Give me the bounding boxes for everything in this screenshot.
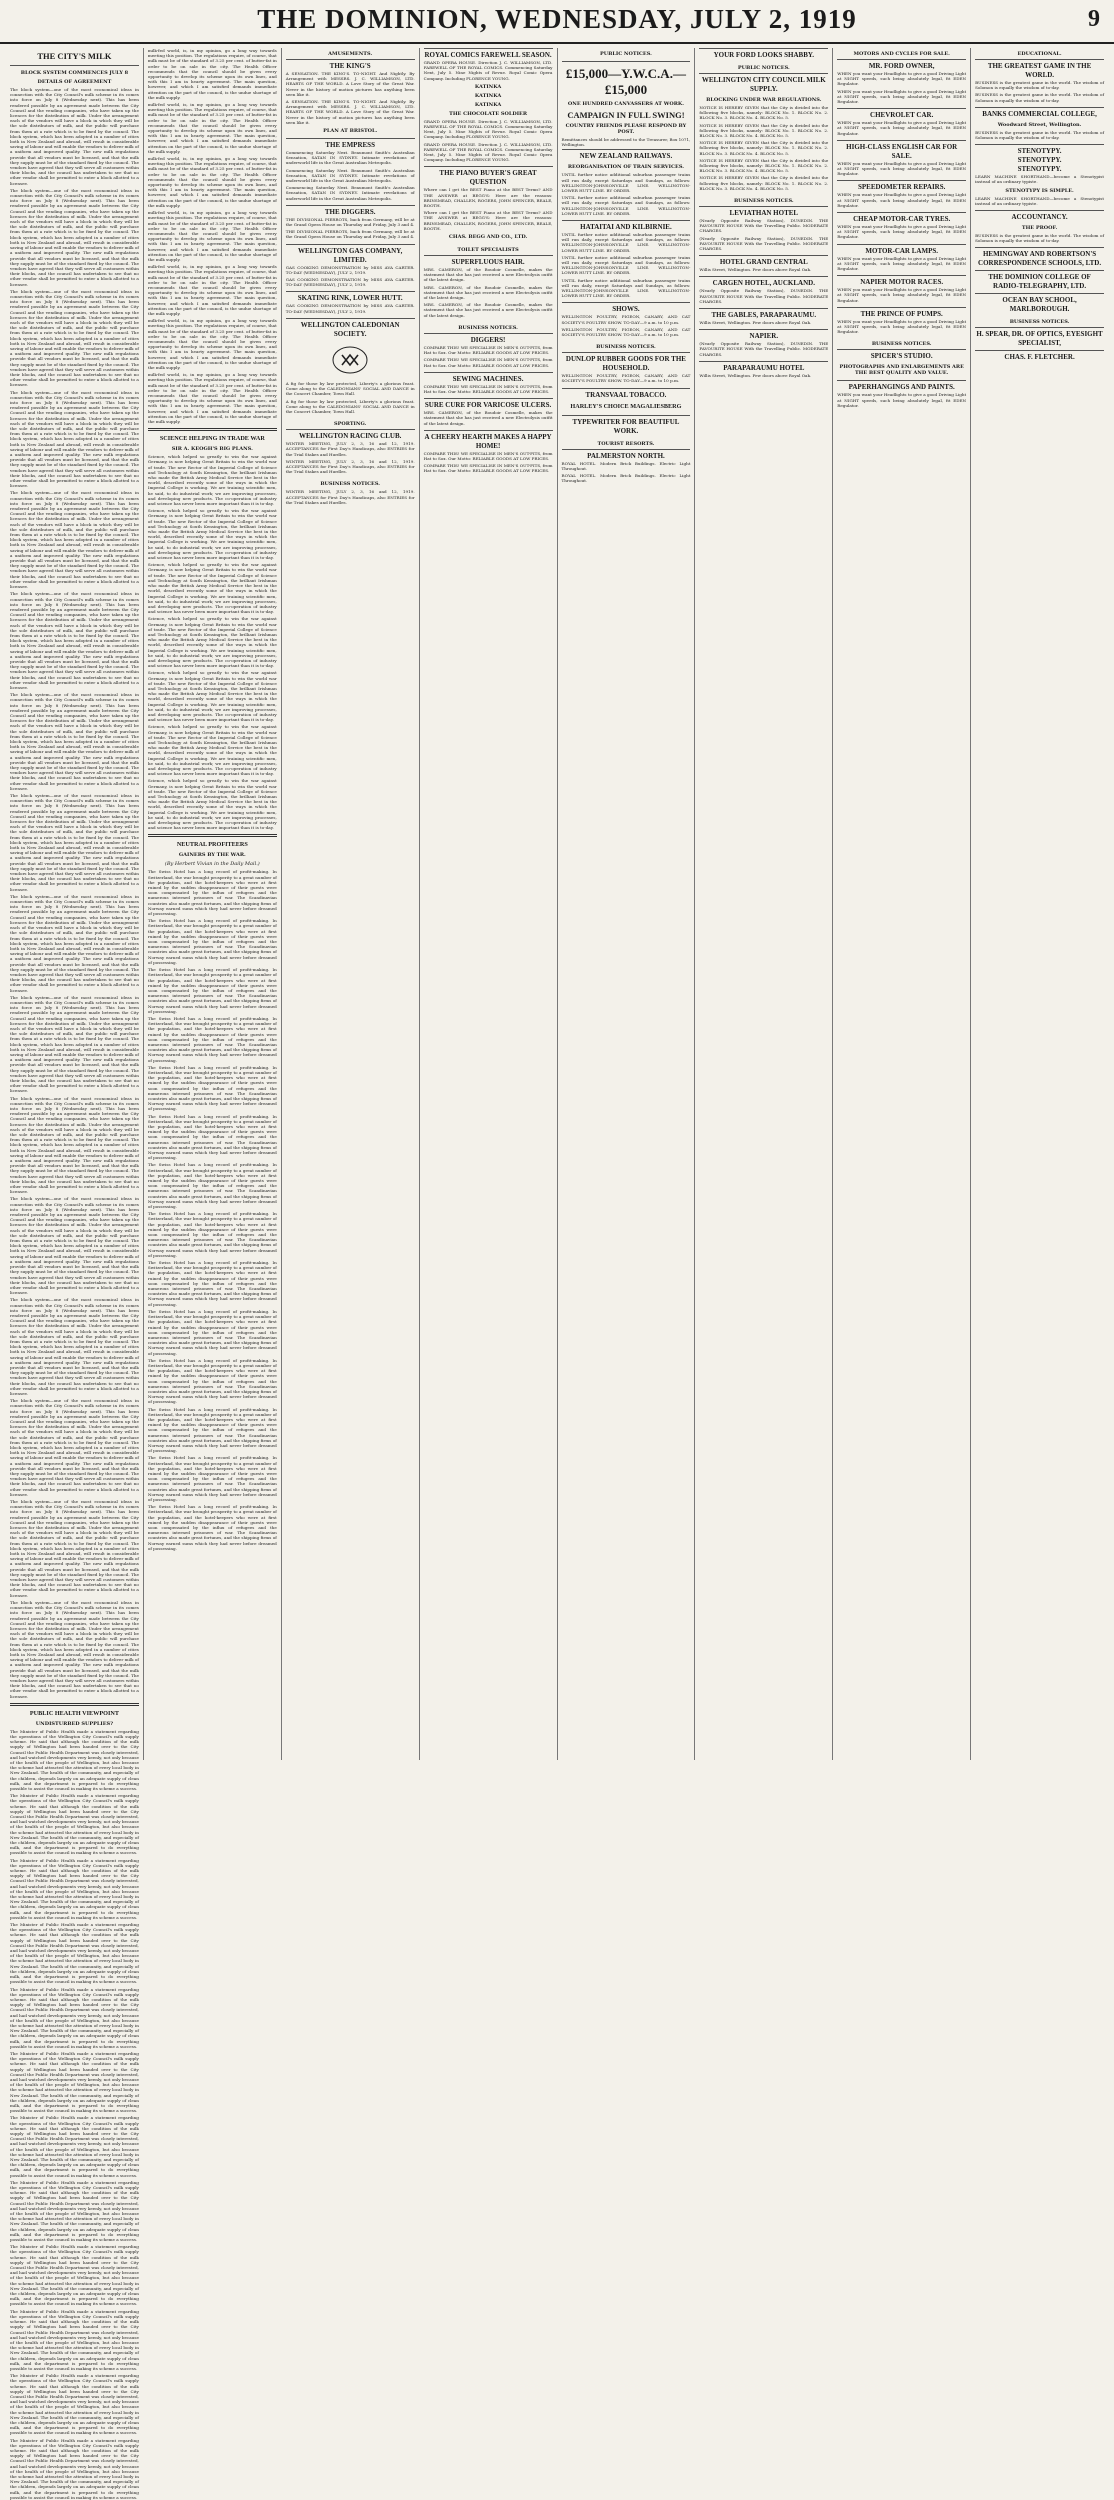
ad-body: UNTIL further notice additional suburban passenger trains will run daily, except Saturdays and Sundays, as follows: WELLINGTON-JOHNSONVILLE LINE. WELLINGTON-LOWER HUTT LINE. BY ORDER. xyxy=(561,254,691,276)
ad-subtitle: PHOTOGRAPHS AND ENLARGEMENTS ARE THE BEST QUALITY AND VALUE. xyxy=(839,364,964,377)
article-body: milk-fed world, is, in my opinion, go a long way towards meeting this position. The regulations require, of course, that milk must be of the standard of 3.25 per cent. of butter-fat in order to be on sale in the city. The Health Officer recommends that the council should be given every opportunity to develop its scheme upon its own lines, and with this I am in hearty agreement. The main question, however, and which I am satisfied demands immediate attention on the part of the council, is the undue shortage of the milk supply. xyxy=(147,210,277,262)
ad-greatest-game xyxy=(975,59,1104,107)
ad-body: LEARN MACHINE SHORTHAND—become a Stenotypist instead of an ordinary typiste. xyxy=(975,174,1104,185)
ad-napier-races xyxy=(837,275,966,307)
ad-body: NOTICE IS HEREBY GIVEN that the City is divided into the following five blocks, namely: BLOCK No. 1. BLOCK No. 2. BLOCK No. 3. BLOCK No. 4. BLOCK No. 5. xyxy=(699,157,829,174)
article-body: The Minister of Public Health made a statement regarding the operations of the Wellington City Council's milk supply scheme. He said that although the condition of the milk supply of Wellington had been handed over to the City Council the Public Health Department was closely interested, and had watched developments very keenly, not only because of the health of the people of Wellington, but also because the scheme had attracted the attention of every local body in New Zealand. The health of the community, and especially of the children, depends largely on an adequate supply of clean milk, and the department is prepared to do everything possible to assist the council in making its scheme a success. xyxy=(10,2308,139,2371)
ad-body: WHEN you want your Headlights to give a good Driving Light at NIGHT speeds, such being absolutely legal, fit EDEN Regulator. xyxy=(837,318,967,335)
ad-body: WHEN you want your Headlights to give a good Driving Light at NIGHT speeds, such being absolutely legal, fit EDEN Regulator. xyxy=(837,192,967,208)
ad-title: HOTEL GRAND CENTRAL xyxy=(719,258,808,267)
ad-title: SUPERFLUOUS HAIR. xyxy=(451,258,525,267)
ad-body: Willis Street, Wellington. Few doors above Royal Oak. xyxy=(699,267,812,273)
article-body: The block system—one of the most economical ideas in connection with the City Council's milk scheme in its comes into force on July 8 (Wednesday next). This has been rendered possible by an agreement made between the City Council and the vending companies, who have taken up the licences for the distribution of milk. Under the arrangement each of the vendors will have a block in which they will be the sole distributors of milk, and the public will purchase from them at a rate which is to be fixed by the council. The block system, which has been adopted in a number of cities both in New Zealand and abroad, will result in considerable saving of labour and will enable the vendors to deliver milk of a uniform and improved quality. The new milk regulations provide that all vendors must be licensed, and that the milk they supply must be of the standard fixed by the council. The vendors have agreed that they will serve all customers within their blocks, and the council has undertaken to see that no other vendor shall be permitted to enter a block allotted to a licensee. xyxy=(10,1398,139,1497)
article-body: The Swiss Hotel has a long record of profit-making. In Switzerland, the war brought prosperity to a great number of the population, and the hotel-keepers who were at first ruined by the sudden disappearance of their guests were soon compensated by the influx of refugees and the numerous interned prisoners of war. The Scandinavian countries also made great fortunes, and the shipping firms of Norway earned sums which they had never before dreamed of possessing. xyxy=(147,1211,277,1258)
ad-title: THE DIGGERS. xyxy=(324,207,376,216)
ad-banks-college xyxy=(975,107,1104,144)
ad-body: WELLINGTON POULTRY, PIGEON, CANARY, AND CAT SOCIETY'S POULTRY SHOW. TO-DAY—9 a.m. to 10 p.m. xyxy=(561,314,691,325)
ad-body: Commencing Saturday Next. Beaumont Smith's Australian Sensation, SATAN IN SYDNEY. Intimate revelations of underworld life in the Great Australian Metropolis. xyxy=(285,185,415,201)
article-body: Science, which helped so greatly to win the war against Germany, is now helping Great Britain to win the world war of trade. The new Rector of the Imperial College of Science and Technology at South Kensington, the brilliant Irishman who made the British Army Medical Service the best in the world, described recently some of the ways in which the Imperial College is working. We are training scientific men, he said, to do industrial work; we are improving processes, and developing new products. The co-operation of industry and science has never been more important than it is to-day. xyxy=(147,724,277,777)
ad-subtitle: THE PROOF. xyxy=(1021,225,1058,232)
ad-title: THE GABLES, PARAPARAUMU. xyxy=(711,311,817,320)
ad-title: A CHEERY HEARTH MAKES A HAPPY HOME! xyxy=(424,432,552,450)
section-amusements: AMUSEMENTS. xyxy=(328,51,373,57)
section-motors: MOTORS AND CYCLES FOR SALE. xyxy=(853,51,950,57)
ad-palmerston-north xyxy=(562,449,691,488)
ad-body: UNTIL further notice additional suburban passenger trains will run daily, except Saturdays and Sundays, as follows: WELLINGTON-JOHNSONVILLE LINE. WELLINGTON-LOWER HUTT LINE. BY ORDER. xyxy=(561,232,691,253)
ad-title: SHOWS. xyxy=(612,305,640,314)
ad-subtitle: Woodward Street, Wellington. xyxy=(997,121,1082,128)
ad-body: A fig for those by law protected, Liberty's a glorious feast. Come along to the CALEDONIANS' SOCIAL AND DANCE in the Concert Chamber, Town Hall. xyxy=(285,398,415,414)
ad-title: OCEAN BAY SCHOOL, MARLBOROUGH. xyxy=(1002,296,1077,314)
ad-body: COMPARE THIS! WE SPECIALISE IN MEN'S OUT-FITS, from Hat to Sox. Our Motto: RELIABLE GOODS AT LOW PRICES. xyxy=(423,344,553,356)
ad-body: NOTICE IS HEREBY GIVEN that the City is divided into the following five blocks, namely: BLOCK No. 1. BLOCK No. 2. BLOCK No. 3. BLOCK No. 4. BLOCK No. 5. xyxy=(699,105,829,121)
ad-body: BUSINESS is the greatest game in the world. The wisdom of Solomon is equally the wisdom of to-day. xyxy=(975,80,1104,91)
ad-body: WINTER MEETING, JULY 2, 3, 16 and 12, 1919. ACCEPTANCES for First Day's Handicaps, also ENTRIES for the Trial Stakes and Hurdles. xyxy=(285,458,415,475)
article-body: The Swiss Hotel has a long record of profit-making. In Switzerland, the war brought prosperity to a great number of the population, and the hotel-keepers who were at first ruined by the sudden disappearance of their guests were soon compensated by the influx of refugees and the numerous interned prisoners of war. The Scandinavian countries also made great fortunes, and the shipping firms of Norway earned sums which they had never before dreamed of possessing. xyxy=(147,918,277,965)
section-public-notices: PUBLIC NOTICES. xyxy=(737,65,790,71)
article-body: The Minister of Public Health made a statement regarding the operations of the Wellington City Council's milk supply scheme. He said that although the condition of the milk supply of Wellington had been handed over to the City Council the Public Health Department was closely interested, and had watched developments very keenly, not only because of the health of the people of Wellington, but also because the scheme had attracted the attention of every local body in New Zealand. The health of the community, and especially of the children, depends largely on an adequate supply of clean milk, and the department is prepared to do everything possible to assist the council in making its scheme a success. xyxy=(10,2244,139,2307)
article-body: The Minister of Public Health made a statement regarding the operations of the Wellington City Council's milk supply scheme. He said that although the condition of the milk supply of Wellington had been handed over to the City Council the Public Health Department was closely interested, and had watched developments very keenly, not only because of the health of the people of Wellington, but also because the scheme had attracted the attention of every local body in New Zealand. The health of the community, and especially of the children, depends largely on an adequate supply of clean milk, and the department is prepared to do everything possible to assist the council in making its scheme a success. xyxy=(10,1986,139,2049)
ad-body: WELLINGTON POULTRY, PIGEON, CANARY, AND CAT SOCIETY'S POULTRY SHOW. TO-DAY—9 a.m. to 10 p.m. xyxy=(561,326,691,338)
ad-title: THE PIANO BUYER'S GREAT QUESTION xyxy=(439,169,537,187)
article-body: The Swiss Hotel has a long record of profit-making. In Switzerland, the war brought prosperity to a great number of the population, and the hotel-keepers who were at first ruined by the sudden disappearance of their guests were soon compensated by the influx of refugees and the numerous interned prisoners of war. The Scandinavian countries also made great fortunes, and the shipping firms of Norway earned sums which they had never before dreamed of possessing. xyxy=(147,1308,277,1356)
ad-grand-central xyxy=(699,255,828,276)
ad-highlight: KATINKA xyxy=(474,92,502,99)
ad-speedometer xyxy=(837,180,966,212)
ad-subtitle: REORGANISATION OF TRAIN SERVICES. xyxy=(567,164,684,171)
ad-title: SPEEDOMETER REPAIRS. xyxy=(857,183,946,192)
ad-body: Commencing Saturday Next. Beaumont Smith's Australian Sensation, SATAN IN SYDNEY. Intimate revelations of underworld life in the Great Australian Metropolis. xyxy=(285,150,415,166)
ad-title: STENOTYPY. xyxy=(1017,156,1062,165)
ad-body: WINTER MEETING, JULY 2, 3, 16 and 12, 1919. ACCEPTANCES for First Day's Handicaps, also ENTRIES for the Trial Stakes and Hurdles. xyxy=(285,441,415,457)
ad-body: GRAND OPERA HOUSE. Direction J. C. WILLIAMSON, LTD. FAREWELL OF THE ROYAL COMICS. Commencing Saturday Next, July 5. Nine Nights of Revue. Royal Comic Opera Company. Including FLORENCE YOUNG. xyxy=(423,141,553,163)
ywca-appeal-amount: £15,000—Y.W.C.A.—£15,000 xyxy=(565,66,686,97)
ad-body: (Nearly Opposite Railway Station), DUNEDIN. THE FAVOURITE HOUSE With the Travelling Public. MODERATE CHARGES. xyxy=(699,288,829,304)
page-number: 9 xyxy=(1088,6,1100,32)
ad-subtitle: STENOTYPY IS SIMPLE. xyxy=(1005,187,1074,194)
ad-napier xyxy=(699,329,828,361)
caledonian-emblem-icon xyxy=(328,343,372,377)
section-toilet-specialists: TOILET SPECIALISTS xyxy=(457,247,519,254)
headline-neutral-profiteers: NEUTRAL PROFITEERS xyxy=(176,841,248,849)
ad-body: WHEN you want your Headlights to give a good Driving Light at NIGHT speeds, such being absolutely legal, fit EDEN Regulator. xyxy=(837,255,967,272)
ywca-campaign-heading: CAMPAIGN IN FULL SWING! xyxy=(567,110,685,120)
section-educational: EDUCATIONAL. xyxy=(1017,51,1062,57)
article-body: The Minister of Public Health made a statement regarding the operations of the Wellington City Council's milk supply scheme. He said that although the condition of the milk supply of Wellington had been handed over to the City Council the Public Health Department was closely interested, and had watched developments very keenly, not only because of the health of the people of Wellington, but also because the scheme had attracted the attention of every local body in New Zealand. The health of the community, and especially of the children, depends largely on an adequate supply of clean milk, and the department is prepared to do everything possible to assist the council in making its scheme a success. xyxy=(10,1922,139,1985)
ad-paperhangings xyxy=(837,380,966,412)
ad-body: Where can I get the BEST Piano at the BEST Terms? AND THE ANSWER at BEGG'S: Here are the reasons: BRINSMEAD, CHALLEN, ROGERS, JOHN SPENCER, BEALE, BOOTH. xyxy=(423,187,553,209)
byline: (By Herbert Vivian in the Daily Mail.) xyxy=(164,861,260,868)
article-body: The Minister of Public Health made a statement regarding the operations of the Wellington City Council's milk supply scheme. He said that although the condition of the milk supply of Wellington had been handed over to the City Council the Public Health Department was closely interested, and had watched developments very keenly, not only because of the health of the people of Wellington, but also because the scheme had attracted the attention of every local body in New Zealand. The health of the community, and especially of the children, depends largely on an adequate supply of clean milk, and the department is prepared to do everything possible to assist the council in making its scheme a success. xyxy=(10,2373,139,2436)
subhead-details: DETAILS OF AGREEMENT xyxy=(37,79,112,85)
ad-tyres xyxy=(837,212,966,244)
ad-body: WHEN you want your Headlights to give a good Driving Light at NIGHT speeds, such being absolutely legal, fit EDEN Regulator. xyxy=(837,71,967,87)
ad-body: A SENSATION. THE KING'S. TO-NIGHT. And Nightly. By Arrangement with MESSRS. J. C. WILLIAMSON, LTD. HEARTS OF THE WORLD. A Love Story of the Great War. Never in the history of motion pictures has anything been seen like it. xyxy=(285,99,415,125)
ad-superfluous-hair xyxy=(424,255,553,322)
ywca-country-friends: COUNTRY FRIENDS PLEASE RESPOND BY POST. xyxy=(565,123,687,135)
headline-science-trade-war: SCIENCE HELPING IN TRADE WAR xyxy=(159,435,265,443)
ad-leviathan-hotel xyxy=(699,206,828,255)
ad-title: YOUR FORD LOOKS SHABBY. xyxy=(713,51,815,59)
ad-body: WHEN you want your Headlights to give a good Driving Light at NIGHT speeds, such being absolutely legal, fit EDEN Regulator. xyxy=(837,160,967,177)
ywca-remittance-note: Remittances should be addressed to the Treasurer, Box 1071, Wellington. xyxy=(561,137,691,148)
ad-body: BUSINESS is the greatest game in the world. The wisdom of Solomon is equally the wisdom of to-day. xyxy=(975,233,1104,244)
article-body: The Minister of Public Health made a statement regarding the operations of the Wellington City Council's milk supply scheme. He said that although the condition of the milk supply of Wellington had been handed over to the City Council the Public Health Department was closely interested, and had watched developments very keenly, not only because of the health of the people of Wellington, but also because the scheme had attracted the attention of every local body in New Zealand. The health of the community, and especially of the children, depends largely on an adequate supply of clean milk, and the department is prepared to do everything possible to assist the council in making its scheme a success. xyxy=(10,2115,139,2178)
ad-body: ROYAL HOTEL. Modern Brick Buildings. Electric Light Throughout. xyxy=(561,473,691,484)
ad-body: GAS COOKING DEMONSTRATION by MISS AVA CARTER. TO-DAY (WEDNESDAY), JULY 2, 1919. xyxy=(285,303,415,314)
ad-body: MRS. CAMERON, of the Boudoir Cosmelle, makes the statement that she has just received a new Electrolysis outfit of the latest design. xyxy=(423,284,553,301)
article-body: The Minister of Public Health made a statement regarding the operations of the Wellington City Council's milk supply scheme. He said that although the condition of the milk supply of Wellington had been handed over to the City Council the Public Health Department was closely interested, and had watched developments very keenly, not only because of the health of the people of Wellington, but also because the scheme had attracted the attention of every local body in New Zealand. The health of the community, and especially of the children, depends largely on an adequate supply of clean milk, and the department is prepared to do everything possible to assist the council in making its scheme a success. xyxy=(10,2179,139,2243)
ad-the-gables xyxy=(699,308,828,329)
ad-racing-club xyxy=(286,429,415,478)
article-body: The Minister of Public Health made a statement regarding the operations of the Wellington City Council's milk supply scheme. He said that although the condition of the milk supply of Wellington had been handed over to the City Council the Public Health Department was closely interested, and had watched developments very keenly, not only because of the health of the people of Wellington, but also because the scheme had attracted the attention of every local body in New Zealand. The health of the community, and especially of the children, depends largely on an adequate supply of clean milk, and the department is prepared to do everything possible to assist the council in making its scheme a success. xyxy=(10,1793,139,1856)
ad-chevrolet xyxy=(837,108,966,140)
article-body: milk-fed world, is, in my opinion, go a long way towards meeting this position. The regulations require, of course, that milk must be of the standard of 3.25 per cent. of butter-fat in order to be on sale in the city. The Health Officer recommends that the council should be given every opportunity to develop its scheme upon its own lines, and with this I am in hearty agreement. The main question, however, and which I am satisfied demands immediate attention on the part of the council, is the undue shortage of the milk supply. xyxy=(147,264,277,316)
article-body: The Minister of Public Health made a statement regarding the operations of the Wellington City Council's milk supply scheme. He said that although the condition of the milk supply of Wellington had been handed over to the City Council the Public Health Department was closely interested, and had watched developments very keenly, not only because of the health of the people of Wellington, but also because the scheme had attracted the attention of every local body in New Zealand. The health of the community, and especially of the children, depends largely on an adequate supply of clean milk, and the department is prepared to do everything possible to assist the council in making its scheme a success. xyxy=(10,1728,139,1791)
ad-cheery-hearth xyxy=(424,430,553,478)
ad-prince-of-pumps xyxy=(837,307,966,339)
ad-body: WINTER MEETING, JULY 2, 3, 16 and 12, 1919. ACCEPTANCES for First Day's Handicaps, also ENTRIES for the Trial Stakes and Hurdles. xyxy=(285,489,415,505)
ad-body: UNTIL further notice additional suburban passenger trains will run daily, except Saturdays and Sundays, as follows: WELLINGTON-JOHNSONVILLE LINE. WELLINGTON-LOWER HUTT LINE. BY ORDER. xyxy=(561,277,691,299)
column-6 xyxy=(695,48,833,1760)
ad-title: THE EMPRESS xyxy=(325,141,375,150)
ad-title: ROYAL COMICS FAREWELL SEASON. xyxy=(424,51,552,59)
column-2 xyxy=(144,48,282,1760)
ad-title: ACCOUNTANCY. xyxy=(1011,213,1068,222)
ad-transvaal-tobacco xyxy=(562,388,691,415)
section-public-notices: PUBLIC NOTICES. xyxy=(600,51,652,57)
ad-title: BANKS COMMERCIAL COLLEGE, xyxy=(982,109,1097,118)
ad-body: Willis Street, Wellington. Few doors above Royal Oak. xyxy=(699,320,812,326)
ad-radio-telegraphy xyxy=(975,270,1104,293)
ad-body: GRAND OPERA HOUSE. Direction J. C. WILLIAMSON, LTD. FAREWELL OF THE ROYAL COMICS. Commencing Saturday Next, July 5. Nine Nights of Revue. Royal Comic Opera Company. Including FLORENCE YOUNG. xyxy=(423,118,553,140)
ad-title: STENOTYPY. xyxy=(1017,165,1062,174)
ad-city-council-milk xyxy=(699,73,828,195)
article-body: The block system—one of the most economical ideas in connection with the City Council's milk scheme in its comes into force on July 8 (Wednesday next). This has been rendered possible by an agreement made between the City Council and the vending companies, who have taken up the licences for the distribution of milk. Under the arrangement each of the vendors will have a block in which they will be the sole distributors of milk, and the public will purchase from them at a rate which is to be fixed by the council. The block system, which has been adopted in a number of cities both in New Zealand and abroad, will result in considerable saving of labour and will enable the vendors to deliver milk of a uniform and improved quality. The new milk regulations provide that all vendors must be licensed, and that the milk they supply must be of the standard fixed by the council. The vendors have agreed that they will serve all customers within their blocks, and the council has undertaken to see that no other vendor shall be permitted to enter a block allotted to a licensee. xyxy=(10,1599,139,1699)
article-body: Science, which helped so greatly to win the war against Germany, is now helping Great Britain to win the world war of trade. The new Rector of the Imperial College of Science and Technology at South Kensington, the brilliant Irishman who made the British Army Medical Service the best in the world, described recently some of the ways in which the Imperial College is working. We are training scientific men, he said, to do industrial work; we are improving processes, and developing new products. The co-operation of industry and science has never been more important than it is to-day. xyxy=(147,562,277,615)
ad-body: WELLINGTON POULTRY, PIGEON, CANARY, AND CAT SOCIETY'S POULTRY SHOW. TO-DAY—9 a.m. to 10 p.m. xyxy=(561,373,691,384)
ad-title: THE PRINCE OF PUMPS. xyxy=(860,309,943,318)
ad-body: A SENSATION. THE KING'S. TO-NIGHT. And Nightly. By Arrangement with MESSRS. J. C. WILLIAMSON, LTD. HEARTS OF THE WORLD. A Love Story of the Great War. Never in the history of motion pictures has anything been seen like it. xyxy=(285,71,415,97)
ad-title: SKATING RINK, LOWER HUTT. xyxy=(297,294,403,303)
headline-city-milk: THE CITY'S MILK xyxy=(37,51,112,61)
ad-title: WELLINGTON GAS COMPANY, LIMITED. xyxy=(298,246,403,264)
ad-title: THE KING'S xyxy=(329,62,371,70)
section-business-notices: BUSINESS NOTICES. xyxy=(596,344,656,351)
ad-title: WELLINGTON CALEDONIAN SOCIETY. xyxy=(300,320,400,338)
article-body: Science, which helped so greatly to win the war against Germany, is now helping Great Britain to win the world war of trade. The new Rector of the Imperial College of Science and Technology at South Kensington, the brilliant Irishman who made the British Army Medical Service the best in the world, described recently some of the ways in which the Imperial College is working. We are training scientific men, he said, to do industrial work; we are improving processes, and developing new products. The co-operation of industry and science has never been more important than it is to-day. xyxy=(147,616,277,669)
ad-title: NAPIER MOTOR RACES. xyxy=(860,278,944,287)
ad-highlight: KATINKA xyxy=(474,83,502,90)
ad-dunlop xyxy=(562,352,691,387)
article-body: The Swiss Hotel has a long record of profit-making. In Switzerland, the war brought prosperity to a great number of the population, and the hotel-keepers who were at first ruined by the sudden disappearance of their guests were soon compensated by the influx of refugees and the numerous interned prisoners of war. The Scandinavian countries also made great fortunes, and the shipping firms of Norway earned sums which they had never before dreamed of possessing. xyxy=(147,1064,277,1112)
subhead-keogh: SIR A. KEOGH'S BIG PLANS. xyxy=(171,446,253,453)
article-body: The block system—one of the most economical ideas in connection with the City Council's milk scheme in its comes into force on July 8 (Wednesday next). This has been rendered possible by an agreement made between the City Council and the vending companies, who have taken up the licences for the distribution of milk. Under the arrangement each of the vendors will have a block in which they will be the sole distributors of milk, and the public will purchase from them at a rate which is to be fixed by the council. The block system, which has been adopted in a number of cities both in New Zealand and abroad, will result in considerable saving of labour and will enable the vendors to deliver milk of a uniform and improved quality. The new milk regulations provide that all vendors must be licensed, and that the milk they supply must be of the standard fixed by the council. The vendors have agreed that they will serve all customers within their blocks, and the council has undertaken to see that no other vendor shall be permitted to enter a block allotted to a licensee. xyxy=(10,1499,139,1598)
article-body: The block system—one of the most economical ideas in connection with the City Council's milk scheme in its comes into force on July 8 (Wednesday next). This has been rendered possible by an agreement made between the City Council and the vending companies, who have taken up the licences for the distribution of milk. Under the arrangement each of the vendors will have a block in which they will be the sole distributors of milk, and the public will purchase from them at a rate which is to be fixed by the council. The block system, which has been adopted in a number of cities both in New Zealand and abroad, will result in considerable saving of labour and will enable the vendors to deliver milk of a uniform and improved quality. The new milk regulations provide that all vendors must be licensed, and that the milk they supply must be of the standard fixed by the council. The vendors have agreed that they will serve all customers within their blocks, and the council has undertaken to see that no other vendor shall be permitted to enter a block allotted to a licensee. xyxy=(10,1095,139,1195)
ad-hemingway-robertson xyxy=(975,247,1104,270)
divider xyxy=(148,834,277,837)
ad-ford-owner xyxy=(837,59,966,108)
ad-body: COMPARE THIS! WE SPECIALISE IN MEN'S OUT-FITS, from Hat to Sox. Our Motto: RELIABLE GOODS AT LOW PRICES. xyxy=(423,450,553,461)
ad-body: WHEN you want your Headlights to give a good Driving Light at NIGHT speeds, such being absolutely legal, fit EDEN Regulator. xyxy=(837,224,967,240)
ad-accountancy xyxy=(975,210,1104,247)
article-body: milk-fed world, is, in my opinion, go a long way towards meeting this position. The regulations require, of course, that milk must be of the standard of 3.25 per cent. of butter-fat in order to be on sale in the city. The Health Officer recommends that the council should be given every opportunity to develop its scheme upon its own lines, and with this I am in hearty agreement. The main question, however, and which I am satisfied demands immediate attention on the part of the council, is the undue shortage of the milk supply. xyxy=(147,372,277,425)
article-body: The block system—one of the most economical ideas in connection with the City Council's milk scheme in its comes into force on July 8 (Wednesday next). This has been rendered possible by an agreement made between the City Council and the vending companies, who have taken up the licences for the distribution of milk. Under the arrangement each of the vendors will have a block in which they will be the sole distributors of milk, and the public will purchase from them at a rate which is to be fixed by the council. The block system, which has been adopted in a number of cities both in New Zealand and abroad, will result in considerable saving of labour and will enable the vendors to deliver milk of a uniform and improved quality. The new milk regulations provide that all vendors must be licensed, and that the milk they supply must be of the standard fixed by the council. The vendors have agreed that they will serve all customers within their blocks, and the council has undertaken to see that no other vendor shall be permitted to enter a block allotted to a licensee. xyxy=(10,793,139,892)
ad-body: COMPARE THIS! WE SPECIALISE IN MEN'S OUT-FITS, from Hat to Sox. Our Motto: RELIABLE GOODS AT LOW PRICES. xyxy=(423,357,553,368)
ad-body: NOTICE IS HEREBY GIVEN that the City is divided into the following five blocks, namely: BLOCK No. 1. BLOCK No. 2. BLOCK No. 3. BLOCK No. 4. BLOCK No. 5. xyxy=(699,140,829,156)
ad-title: THE DOMINION COLLEGE OF RADIO-TELEGRAPHY, LTD. xyxy=(988,273,1091,291)
ad-title: WELLINGTON CITY COUNCIL MILK SUPPLY. xyxy=(701,76,826,93)
columns xyxy=(6,48,1108,2500)
ad-body: ROYAL HOTEL. Modern Brick Buildings. Electric Light Throughout. xyxy=(561,460,691,471)
article-body: Science, which helped so greatly to win the war against Germany, is now helping Great Britain to win the world war of trade. The new Rector of the Imperial College of Science and Technology at South Kensington, the brilliant Irishman who made the British Army Medical Service the best in the world, described recently some of the ways in which the Imperial College is working. We are training scientific men, he said, to do industrial work; we are improving processes, and developing new products. The co-operation of industry and science has never been more important than it is to-day. xyxy=(147,778,277,831)
section-business-notices: BUSINESS NOTICES. xyxy=(458,324,518,331)
ad-skating-rink xyxy=(286,291,415,317)
ad-body: (Nearly Opposite Railway Station), DUNEDIN. THE FAVOURITE HOUSE With the Travelling Public. MODERATE CHARGES. xyxy=(699,341,829,357)
subhead-block-system: BLOCK SYSTEM COMMENCES JULY 8 xyxy=(20,70,129,76)
ad-title: THE GREATEST GAME IN THE WORLD. xyxy=(987,62,1092,79)
ad-body: LEARN MACHINE SHORTHAND—become a Stenotypist instead of an ordinary typiste. xyxy=(975,195,1104,206)
ad-nz-railways xyxy=(562,149,691,220)
article-body: The block system—one of the most economical ideas in connection with the City Council's milk scheme in its comes into force on July 8 (Wednesday next). This has been rendered possible by an agreement made between the City Council and the vending companies, who have taken up the licences for the distribution of milk. Under the arrangement each of the vendors will have a block in which they will be the sole distributors of milk, and the public will purchase from them at a rate which is to be fixed by the council. The block system, which has been adopted in a number of cities both in New Zealand and abroad, will result in considerable saving of labour and will enable the vendors to deliver milk of a uniform and improved quality. The new milk regulations provide that all vendors must be licensed, and that the milk they supply must be of the standard fixed by the council. The vendors have agreed that they will serve all customers within their blocks, and the council has undertaken to see that no other vendor shall be permitted to enter a block allotted to a licensee. xyxy=(10,389,139,489)
ad-body: GAS COOKING DEMONSTRATION by MISS AVA CARTER. TO-DAY (WEDNESDAY), JULY 2, 1919. xyxy=(285,264,415,275)
ad-cargen-hotel xyxy=(699,276,828,308)
section-business-notices: BUSINESS NOTICES. xyxy=(871,341,932,348)
section-business-notices: BUSINESS NOTICES. xyxy=(1009,319,1070,326)
ad-body: Commencing Saturday Next. Beaumont Smith's Australian Sensation, SATAN IN SYDNEY. Intimate revelations of underworld life in the Great Australian Metropolis. xyxy=(285,167,415,184)
ad-footer: PLAN AT BRISTOL. xyxy=(323,128,378,135)
ad-empress xyxy=(286,138,415,205)
ad-footer: CHAS. BEGG AND CO., LTD. xyxy=(448,234,528,241)
ad-title: SEWING MACHINES. xyxy=(452,374,524,383)
ad-body: WHEN you want your Headlights to give a good Driving Light at NIGHT speeds, such being absolutely legal, fit EDEN Regulator. xyxy=(837,392,967,408)
ad-piano-buyers xyxy=(424,166,553,244)
article-body: The Swiss Hotel has a long record of profit-making. In Switzerland, the war brought prosperity to a great number of the population, and the hotel-keepers who were at first ruined by the sudden disappearance of their guests were soon compensated by the influx of refugees and the numerous interned prisoners of war. The Scandinavian countries also made great fortunes, and the shipping firms of Norway earned sums which they had never before dreamed of possessing. xyxy=(147,967,277,1014)
ad-body: UNTIL further notice additional suburban passenger trains will run daily, except Saturdays and Sundays, as follows: WELLINGTON-JOHNSONVILLE LINE. WELLINGTON-LOWER HUTT LINE. BY ORDER. xyxy=(561,195,691,216)
ad-body: MRS. CAMERON, of the Boudoir Cosmelle, makes the statement that she has just received a new Electrolysis outfit of the latest design. xyxy=(423,267,553,283)
ad-body: NOTICE IS HEREBY GIVEN that the City is divided into the following five blocks, namely: BLOCK No. 1. BLOCK No. 2. BLOCK No. 3. BLOCK No. 4. BLOCK No. 5. xyxy=(699,122,829,139)
article-body: The block system—one of the most economical ideas in connection with the City Council's milk scheme in its comes into force on July 8 (Wednesday next). This has been rendered possible by an agreement made between the City Council and the vending companies, who have taken up the licences for the distribution of milk. Under the arrangement each of the vendors will have a block in which they will be the sole distributors of milk, and the public will purchase from them at a rate which is to be fixed by the council. The block system, which has been adopted in a number of cities both in New Zealand and abroad, will result in considerable saving of labour and will enable the vendors to deliver milk of a uniform and improved quality. The new milk regulations provide that all vendors must be licensed, and that the milk they supply must be of the standard fixed by the council. The vendors have agreed that they will serve all customers within their blocks, and the council has undertaken to see that no other vendor shall be permitted to enter a block allotted to a licensee. xyxy=(10,288,139,388)
divider xyxy=(10,1703,139,1706)
article-body: The block system—one of the most economical ideas in connection with the City Council's milk scheme in its comes into force on July 8 (Wednesday next). This has been rendered possible by an agreement made between the City Council and the vending companies, who have taken up the licences for the distribution of milk. Under the arrangement each of the vendors will have a block in which they will be the sole distributors of milk, and the public will purchase from them at a rate which is to be fixed by the council. The block system, which has been adopted in a number of cities both in New Zealand and abroad, will result in considerable saving of labour and will enable the vendors to deliver milk of a uniform and improved quality. The new milk regulations provide that all vendors must be licensed, and that the milk they supply must be of the standard fixed by the council. The vendors have agreed that they will serve all customers within their blocks, and the council has undertaken to see that no other vendor shall be permitted to enter a block allotted to a licensee. xyxy=(10,187,139,287)
article-body: The block system—one of the most economical ideas in connection with the City Council's milk scheme in its comes into force on July 8 (Wednesday next). This has been rendered possible by an agreement made between the City Council and the vending companies, who have taken up the licences for the distribution of milk. Under the arrangement each of the vendors will have a block in which they will be the sole distributors of milk, and the public will purchase from them at a rate which is to be fixed by the council. The block system, which has been adopted in a number of cities both in New Zealand and abroad, will result in considerable saving of labour and will enable the vendors to deliver milk of a uniform and improved quality. The new milk regulations provide that all vendors must be licensed, and that the milk they supply must be of the standard fixed by the council. The vendors have agreed that they will serve all customers within their blocks, and the council has undertaken to see that no other vendor shall be permitted to enter a block allotted to a licensee. xyxy=(10,1196,139,1296)
ad-body: BUSINESS is the greatest game in the world. The wisdom of Solomon is equally the wisdom of to-day. xyxy=(975,129,1104,141)
ad-title: CARGEN HOTEL, AUCKLAND. xyxy=(712,279,815,288)
article-body: The Minister of Public Health made a statement regarding the operations of the Wellington City Council's milk supply scheme. He said that although the condition of the milk supply of Wellington had been handed over to the City Council the Public Health Department was closely interested, and had watched developments very keenly, not only because of the health of the people of Wellington, but also because the scheme had attracted the attention of every local body in New Zealand. The health of the community, and especially of the children, depends largely on an adequate supply of clean milk, and the department is prepared to do everything possible to assist the council in making its scheme a success. xyxy=(10,2437,139,2500)
section-business-notices: BUSINESS NOTICES. xyxy=(733,198,794,205)
ad-title: NEW ZEALAND RAILWAYS. xyxy=(579,152,673,161)
ad-body: GRAND OPERA HOUSE. Direction J. C. WILLIAMSON, LTD. FAREWELL OF THE ROYAL COMICS. Commencing Saturday Next, July 5. Nine Nights of Revue. Royal Comic Opera Company. Including FLORENCE YOUNG. xyxy=(423,60,553,81)
column-3 xyxy=(282,48,420,1760)
column-7 xyxy=(833,48,971,1760)
ad-stenotypy xyxy=(975,144,1104,210)
ad-title: SPICER'S STUDIO. xyxy=(870,352,933,361)
column-8 xyxy=(971,48,1108,1760)
article-body: The Swiss Hotel has a long record of profit-making. In Switzerland, the war brought prosperity to a great number of the population, and the hotel-keepers who were at first ruined by the sudden disappearance of their guests were soon compensated by the influx of refugees and the numerous interned prisoners of war. The Scandinavian countries also made great fortunes, and the shipping firms of Norway earned sums which they had never before dreamed of possessing. xyxy=(147,1357,277,1405)
column-1 xyxy=(6,48,144,2500)
ad-highlight: KATINKA xyxy=(474,101,502,108)
ad-shabby-ford xyxy=(699,48,828,62)
masthead xyxy=(0,0,1114,44)
ad-body: NOTICE IS HEREBY GIVEN that the City is divided into the following five blocks, namely: BLOCK No. 1. BLOCK No. 2. BLOCK No. 3. BLOCK No. 4. BLOCK No. 5. xyxy=(699,175,829,191)
ad-diggers xyxy=(286,205,415,244)
ad-body: (Nearly Opposite Railway Station), DUNEDIN. THE FAVOURITE HOUSE With the Travelling Public. MODERATE CHARGES. xyxy=(699,218,829,234)
ad-title: PAPERHANGINGS AND PAINTS. xyxy=(848,383,955,392)
ad-hataitai-kilbirnie xyxy=(562,220,691,302)
ad-title: HATAITAI AND KILBIRNIE. xyxy=(580,223,672,232)
ad-body: WHEN you want your Headlights to give a good Driving Light at NIGHT speeds, such being absolutely legal, fit EDEN Regulator. xyxy=(837,120,967,136)
ad-title: PALMERSTON NORTH. xyxy=(587,451,665,460)
article-body: milk-fed world, is, in my opinion, go a long way towards meeting this position. The regulations require, of course, that milk must be of the standard of 3.25 per cent. of butter-fat in order to be on sale in the city. The Health Officer recommends that the council should be given every opportunity to develop its scheme upon its own lines, and with this I am in hearty agreement. The main question, however, and which I am satisfied demands immediate attention on the part of the council, is the undue shortage of the milk supply. xyxy=(147,48,277,100)
ad-body: Willis Street, Wellington. Few doors above Royal Oak. xyxy=(699,372,812,378)
ad-title: WELLINGTON RACING CLUB. xyxy=(299,432,402,441)
article-body: milk-fed world, is, in my opinion, go a long way towards meeting this position. The regulations require, of course, that milk must be of the standard of 3.25 per cent. of butter-fat in order to be on sale in the city. The Health Officer recommends that the council should be given every opportunity to develop its scheme upon its own lines, and with this I am in hearty agreement. The main question, however, and which I am satisfied demands immediate attention on the part of the council, is the undue shortage of the milk supply. xyxy=(147,156,277,208)
article-body: The block system—one of the most economical ideas in connection with the City Council's milk scheme in its comes into force on July 8 (Wednesday next). This has been rendered possible by an agreement made between the City Council and the vending companies, who have taken up the licences for the distribution of milk. Under the arrangement each of the vendors will have a block in which they will be the sole distributors of milk, and the public will purchase from them at a rate which is to be fixed by the council. The block system, which has been adopted in a number of cities both in New Zealand and abroad, will result in considerable saving of labour and will enable the vendors to deliver milk of a uniform and improved quality. The new milk regulations provide that all vendors must be licensed, and that the milk they supply must be of the standard fixed by the council. The vendors have agreed that they will serve all customers within their blocks, and the council has undertaken to see that no other vendor shall be permitted to enter a block allotted to a licensee. xyxy=(10,490,139,590)
column-4 xyxy=(420,48,558,1760)
article-body: The block system—one of the most economical ideas in connection with the City Council's milk scheme in its comes into force on July 8 (Wednesday next). This has been rendered possible by an agreement made between the City Council and the vending companies, who have taken up the licences for the distribution of milk. Under the arrangement each of the vendors will have a block in which they will be the sole distributors of milk, and the public will purchase from them at a rate which is to be fixed by the council. The block system, which has been adopted in a number of cities both in New Zealand and abroad, will result in considerable saving of labour and will enable the vendors to deliver milk of a uniform and improved quality. The new milk regulations provide that all vendors must be licensed, and that the milk they supply must be of the standard fixed by the council. The vendors have agreed that they will serve all customers within their blocks, and the council has undertaken to see that no other vendor shall be permitted to enter a block allotted to a licensee. xyxy=(10,1297,139,1396)
ad-highlight: THE CHOCOLATE SOLDIER xyxy=(449,110,528,117)
ad-body: UNTIL further notice additional suburban passenger trains will run daily, except Saturdays and Sundays, as follows: WELLINGTON-JOHNSONVILLE LINE. WELLINGTON-LOWER HUTT LINE. BY ORDER. xyxy=(561,172,691,194)
ad-body: (Nearly Opposite Railway Station), DUNEDIN. THE FAVOURITE HOUSE With the Travelling Public. MODERATE CHARGES. xyxy=(699,235,829,252)
ad-varicose-ulcers xyxy=(424,398,553,430)
ad-body: THE DIVISIONAL PIERROTS, back from Germany, will be at the Grand Opera House on Thursday and Friday, July 3 and 4. xyxy=(285,229,415,240)
ad-gas-company xyxy=(286,244,415,292)
article-body: The Swiss Hotel has a long record of profit-making. In Switzerland, the war brought prosperity to a great number of the population, and the hotel-keepers who were at first ruined by the sudden disappearance of their guests were soon compensated by the influx of refugees and the numerous interned prisoners of war. The Scandinavian countries also made great fortunes, and the shipping firms of Norway earned sums which they had never before dreamed of possessing. xyxy=(147,1504,277,1551)
ad-body: A fig for those by law protected, Liberty's a glorious feast. Come along to the CALEDONIANS' SOCIAL AND DANCE in the Concert Chamber, Town Hall. xyxy=(285,380,415,397)
ad-typewriter xyxy=(562,415,691,438)
column-5 xyxy=(558,48,696,1760)
headline-public-health: PUBLIC HEALTH VIEWPOINT xyxy=(29,1709,119,1717)
article-body: The block system—one of the most economical ideas in connection with the City Council's milk scheme in its comes into force on July 8 (Wednesday next). This has been rendered possible by an agreement made between the City Council and the vending companies, who have taken up the licences for the distribution of milk. Under the arrangement each of the vendors will have a block in which they will be the sole distributors of milk, and the public will purchase from them at a rate which is to be fixed by the council. The block system, which has been adopted in a number of cities both in New Zealand and abroad, will result in considerable saving of labour and will enable the vendors to deliver milk of a uniform and improved quality. The new milk regulations provide that all vendors must be licensed, and that the milk they supply must be of the standard fixed by the council. The vendors have agreed that they will serve all customers within their blocks, and the council has undertaken to see that no other vendor shall be permitted to enter a block allotted to a licensee. xyxy=(10,87,139,186)
ad-body: WHEN you want your Headlights to give a good Driving Light at NIGHT speeds, such being absolutely legal, fit EDEN Regulator. xyxy=(837,287,967,303)
article-body: milk-fed world, is, in my opinion, go a long way towards meeting this position. The regulations require, of course, that milk must be of the standard of 3.25 per cent. of butter-fat in order to be on sale in the city. The Health Officer recommends that the council should be given every opportunity to develop its scheme upon its own lines, and with this I am in hearty agreement. The main question, however, and which I am satisfied demands immediate attention on the part of the council, is the undue shortage of the milk supply. xyxy=(147,318,277,370)
ad-body: BUSINESS is the greatest game in the world. The wisdom of Solomon is equally the wisdom of to-day. xyxy=(975,92,1104,103)
ad-kings-theatre xyxy=(286,59,415,138)
article-body: The Minister of Public Health made a statement regarding the operations of the Wellington City Council's milk supply scheme. He said that although the condition of the milk supply of Wellington had been handed over to the City Council the Public Health Department was closely interested, and had watched developments very keenly, not only because of the health of the people of Wellington, but also because the scheme had attracted the attention of every local body in New Zealand. The health of the community, and especially of the children, depends largely on an adequate supply of clean milk, and the department is prepared to do everything possible to assist the council in making its scheme a success. xyxy=(10,2050,139,2114)
ad-title: CHEAP MOTOR-CAR TYRES. xyxy=(853,215,951,224)
article-body: milk-fed world, is, in my opinion, go a long way towards meeting this position. The regulations require, of course, that milk must be of the standard of 3.25 per cent. of butter-fat in order to be on sale in the city. The Health Officer recommends that the council should be given every opportunity to develop its scheme upon its own lines, and with this I am in hearty agreement. The main question, however, and which I am satisfied demands immediate attention on the part of the council, is the undue shortage of the milk supply. xyxy=(147,102,277,154)
ad-caledonian xyxy=(286,318,415,418)
article-body: The Swiss Hotel has a long record of profit-making. In Switzerland, the war brought prosperity to a great number of the population, and the hotel-keepers who were at first ruined by the sudden disappearance of their guests were soon compensated by the influx of refugees and the numerous interned prisoners of war. The Scandinavian countries also made great fortunes, and the shipping firms of Norway earned sums which they had never before dreamed of possessing. xyxy=(147,1113,277,1161)
article-body: Science, which helped so greatly to win the war against Germany, is now helping Great Britain to win the world war of trade. The new Rector of the Imperial College of Science and Technology at South Kensington, the brilliant Irishman who made the British Army Medical Service the best in the world, described recently some of the ways in which the Imperial College is working. We are training scientific men, he said, to do industrial work; we are improving processes, and developing new products. The co-operation of industry and science has never been more important than it is to-day. xyxy=(147,508,277,561)
article-body: The Swiss Hotel has a long record of profit-making. In Switzerland, the war brought prosperity to a great number of the population, and the hotel-keepers who were at first ruined by the sudden disappearance of their guests were soon compensated by the influx of refugees and the numerous interned prisoners of war. The Scandinavian countries also made great fortunes, and the shipping firms of Norway earned sums which they had never before dreamed of possessing. xyxy=(147,869,277,917)
ad-body: MRS. CAMERON, of the Boudoir Cosmelle, makes the statement that she has just received a new Electrolysis outfit of the latest design. xyxy=(423,302,553,318)
ad-title: PARAPARAUMU HOTEL xyxy=(723,363,805,372)
ad-shows xyxy=(562,302,691,341)
article-body: The Swiss Hotel has a long record of profit-making. In Switzerland, the war brought prosperity to a great number of the population, and the hotel-keepers who were at first ruined by the sudden disappearance of their guests were soon compensated by the influx of refugees and the numerous interned prisoners of war. The Scandinavian countries also made great fortunes, and the shipping firms of Norway earned sums which they had never before dreamed of possessing. xyxy=(147,1260,277,1307)
ad-fletcher xyxy=(975,350,1104,364)
ad-title: SURE CURE FOR VARICOSE ULCERS. xyxy=(424,401,552,410)
ad-title: LEVIATHAN HOTEL xyxy=(729,209,799,218)
masthead-title: THE DOMINION, WEDNESDAY, JULY 2, 1919 xyxy=(257,4,857,34)
ad-title: CHAS. F. FLETCHER. xyxy=(1004,353,1075,362)
ad-title: HEMINGWAY AND ROBERTSON'S CORRESPONDENCE SCHOOLS, LTD. xyxy=(978,250,1102,268)
ad-english-car xyxy=(837,140,966,181)
ad-title: H. SPEAR, DR. OF OPTICS, EYESIGHT SPECIALIST, xyxy=(976,330,1103,348)
ad-title: MR. FORD OWNER, xyxy=(868,62,935,70)
ad-body: WHEN you want your Headlights to give a good Driving Light at NIGHT speeds, such being absolutely legal, fit EDEN Regulator. xyxy=(837,88,967,105)
ad-title: STENOTYPY. xyxy=(1017,147,1062,156)
ad-body: Where can I get the BEST Piano at the BEST Terms? AND THE ANSWER at BEGG'S: Here are the reasons: BRINSMEAD, CHALLEN, ROGERS, JOHN SPENCER, BEALE, BOOTH. xyxy=(423,210,553,231)
ad-title: TRANSVAAL TOBACCO. xyxy=(585,390,667,399)
article-body: The Minister of Public Health made a statement regarding the operations of the Wellington City Council's milk supply scheme. He said that although the condition of the milk supply of Wellington had been handed over to the City Council the Public Health Department was closely interested, and had watched developments very keenly, not only because of the health of the people of Wellington, but also because the scheme had attracted the attention of every local body in New Zealand. The health of the community, and especially of the children, depends largely on an adequate supply of clean milk, and the department is prepared to do everything possible to assist the council in making its scheme a success. xyxy=(10,1857,139,1920)
article-body: The Swiss Hotel has a long record of profit-making. In Switzerland, the war brought prosperity to a great number of the population, and the hotel-keepers who were at first ruined by the sudden disappearance of their guests were soon compensated by the influx of refugees and the numerous interned prisoners of war. The Scandinavian countries also made great fortunes, and the shipping firms of Norway earned sums which they had never before dreamed of possessing. xyxy=(147,1162,277,1210)
ad-sewing-machines xyxy=(424,372,553,398)
subhead-gainers: GAINERS BY THE WAR. xyxy=(178,852,246,859)
article-body: The block system—one of the most economical ideas in connection with the City Council's milk scheme in its comes into force on July 8 (Wednesday next). This has been rendered possible by an agreement made between the City Council and the vending companies, who have taken up the licences for the distribution of milk. Under the arrangement each of the vendors will have a block in which they will be the sole distributors of milk, and the public will purchase from them at a rate which is to be fixed by the council. The block system, which has been adopted in a number of cities both in New Zealand and abroad, will result in considerable saving of labour and will enable the vendors to deliver milk of a uniform and improved quality. The new milk regulations provide that all vendors must be licensed, and that the milk they supply must be of the standard fixed by the council. The vendors have agreed that they will serve all customers within their blocks, and the council has undertaken to see that no other vendor shall be permitted to enter a block allotted to a licensee. xyxy=(10,893,139,993)
ad-title: TYPEWRITER FOR BEAUTIFUL WORK. xyxy=(572,417,680,435)
ad-title: CHEVROLET CAR. xyxy=(870,111,934,120)
article-body: The Swiss Hotel has a long record of profit-making. In Switzerland, the war brought prosperity to a great number of the population, and the hotel-keepers who were at first ruined by the sudden disappearance of their guests were soon compensated by the influx of refugees and the numerous interned prisoners of war. The Scandinavian countries also made great fortunes, and the shipping firms of Norway earned sums which they had never before dreamed of possessing. xyxy=(147,1455,277,1502)
ywca-canvassers: ONE HUNDRED CANVASSERS AT WORK. xyxy=(567,101,684,107)
ad-body: COMPARE THIS! WE SPECIALISE IN MEN'S OUT-FITS, from Hat to Sox. Our Motto: RELIABLE GOODS AT LOW PRICES. xyxy=(423,463,553,474)
article-body: Science, which helped so greatly to win the war against Germany, is now helping Great Britain to win the world war of trade. The new Rector of the Imperial College of Science and Technology at South Kensington, the brilliant Irishman who made the British Army Medical Service the best in the world, described recently some of the ways in which the Imperial College is working. We are training scientific men, he said, to do industrial work; we are improving processes, and developing new products. The co-operation of industry and science has never been more important than it is to-day. xyxy=(147,454,277,507)
section-tourist-resorts: TOURIST RESORTS. xyxy=(597,440,655,447)
ad-title: DIGGERS! xyxy=(470,335,506,344)
ad-brand: HARLEY'S CHOICE MAGALIESBERG xyxy=(570,402,682,410)
article-body: The Swiss Hotel has a long record of profit-making. In Switzerland, the war brought prosperity to a great number of the population, and the hotel-keepers who were at first ruined by the sudden disappearance of their guests were soon compensated by the influx of refugees and the numerous interned prisoners of war. The Scandinavian countries also made great fortunes, and the shipping firms of Norway earned sums which they had never before dreamed of possessing. xyxy=(147,1406,277,1454)
ad-diggers-outfits xyxy=(424,333,553,372)
ad-spicers-studio xyxy=(837,349,966,380)
ad-lamps xyxy=(837,244,966,276)
ad-royal-comics xyxy=(424,48,553,166)
ad-title: NAPIER. xyxy=(749,332,779,341)
section-business-notices: BUSINESS NOTICES. xyxy=(320,481,381,488)
ad-title: DUNLOP RUBBER GOODS FOR THE HOUSEHOLD. xyxy=(565,355,686,373)
article-body: The block system—one of the most economical ideas in connection with the City Council's milk scheme in its comes into force on July 8 (Wednesday next). This has been rendered possible by an agreement made between the City Council and the vending companies, who have taken up the licences for the distribution of milk. Under the arrangement each of the vendors will have a block in which they will be the sole distributors of milk, and the public will purchase from them at a rate which is to be fixed by the council. The block system, which has been adopted in a number of cities both in New Zealand and abroad, will result in considerable saving of labour and will enable the vendors to deliver milk of a uniform and improved quality. The new milk regulations provide that all vendors must be licensed, and that the milk they supply must be of the standard fixed by the council. The vendors have agreed that they will serve all customers within their blocks, and the council has undertaken to see that no other vendor shall be permitted to enter a block allotted to a licensee. xyxy=(10,994,139,1094)
ad-subtitle: BLOCKING UNDER WAR REGULATIONS. xyxy=(706,97,822,103)
article-body: The block system—one of the most economical ideas in connection with the City Council's milk scheme in its comes into force on July 8 (Wednesday next). This has been rendered possible by an agreement made between the City Council and the vending companies, who have taken up the licences for the distribution of milk. Under the arrangement each of the vendors will have a block in which they will be the sole distributors of milk, and the public will purchase from them at a rate which is to be fixed by the council. The block system, which has been adopted in a number of cities both in New Zealand and abroad, will result in considerable saving of labour and will enable the vendors to deliver milk of a uniform and improved quality. The new milk regulations provide that all vendors must be licensed, and that the milk they supply must be of the standard fixed by the council. The vendors have agreed that they will serve all customers within their blocks, and the council has undertaken to see that no other vendor shall be permitted to enter a block allotted to a licensee. xyxy=(10,692,139,791)
ad-body: THE DIVISIONAL PIERROTS, back from Germany, will be at the Grand Opera House on Thursday and Friday, July 3 and 4. xyxy=(285,216,415,228)
ad-body: COMPARE THIS! WE SPECIALISE IN MEN'S OUT-FITS, from Hat to Sox. Our Motto: RELIABLE GOODS AT LOW PRICES. xyxy=(423,383,553,394)
ad-title: MOTOR-CAR LAMPS. xyxy=(865,246,938,255)
ad-body: MRS. CAMERON, of the Boudoir Cosmelle, makes the statement that she has just received a new Electrolysis outfit of the latest design. xyxy=(423,410,553,426)
divider xyxy=(148,428,277,431)
divider xyxy=(562,61,691,62)
article-body: The block system—one of the most economical ideas in connection with the City Council's milk scheme in its comes into force on July 8 (Wednesday next). This has been rendered possible by an agreement made between the City Council and the vending companies, who have taken up the licences for the distribution of milk. Under the arrangement each of the vendors will have a block in which they will be the sole distributors of milk, and the public will purchase from them at a rate which is to be fixed by the council. The block system, which has been adopted in a number of cities both in New Zealand and abroad, will result in considerable saving of labour and will enable the vendors to deliver milk of a uniform and improved quality. The new milk regulations provide that all vendors must be licensed, and that the milk they supply must be of the standard fixed by the council. The vendors have agreed that they will serve all customers within their blocks, and the council has undertaken to see that no other vendor shall be permitted to enter a block allotted to a licensee. xyxy=(10,591,139,690)
article-body: Science, which helped so greatly to win the war against Germany, is now helping Great Britain to win the world war of trade. The new Rector of the Imperial College of Science and Technology at South Kensington, the brilliant Irishman who made the British Army Medical Service the best in the world, described recently some of the ways in which the Imperial College is working. We are training scientific men, he said, to do industrial work; we are improving processes, and developing new products. The co-operation of industry and science has never been more important than it is to-day. xyxy=(147,670,277,723)
ad-title: HIGH-CLASS ENGLISH CAR FOR SALE. xyxy=(846,142,958,160)
divider xyxy=(10,65,139,66)
ad-spear-optics xyxy=(975,327,1104,350)
article-body: The Swiss Hotel has a long record of profit-making. In Switzerland, the war brought prosperity to a great number of the population, and the hotel-keepers who were at first ruined by the sudden disappearance of their guests were soon compensated by the influx of refugees and the numerous interned prisoners of war. The Scandinavian countries also made great fortunes, and the shipping firms of Norway earned sums which they had never before dreamed of possessing. xyxy=(147,1015,277,1063)
ad-ocean-bay-school xyxy=(975,293,1104,316)
section-sporting: SPORTING. xyxy=(334,421,367,428)
subhead-supplies: UNDISTURBED SUPPLIES? xyxy=(35,1720,114,1727)
ad-paraparaumu-hotel xyxy=(699,361,828,382)
ad-body: GAS COOKING DEMONSTRATION by MISS AVA CARTER. TO-DAY (WEDNESDAY), JULY 2, 1919. xyxy=(285,277,415,288)
